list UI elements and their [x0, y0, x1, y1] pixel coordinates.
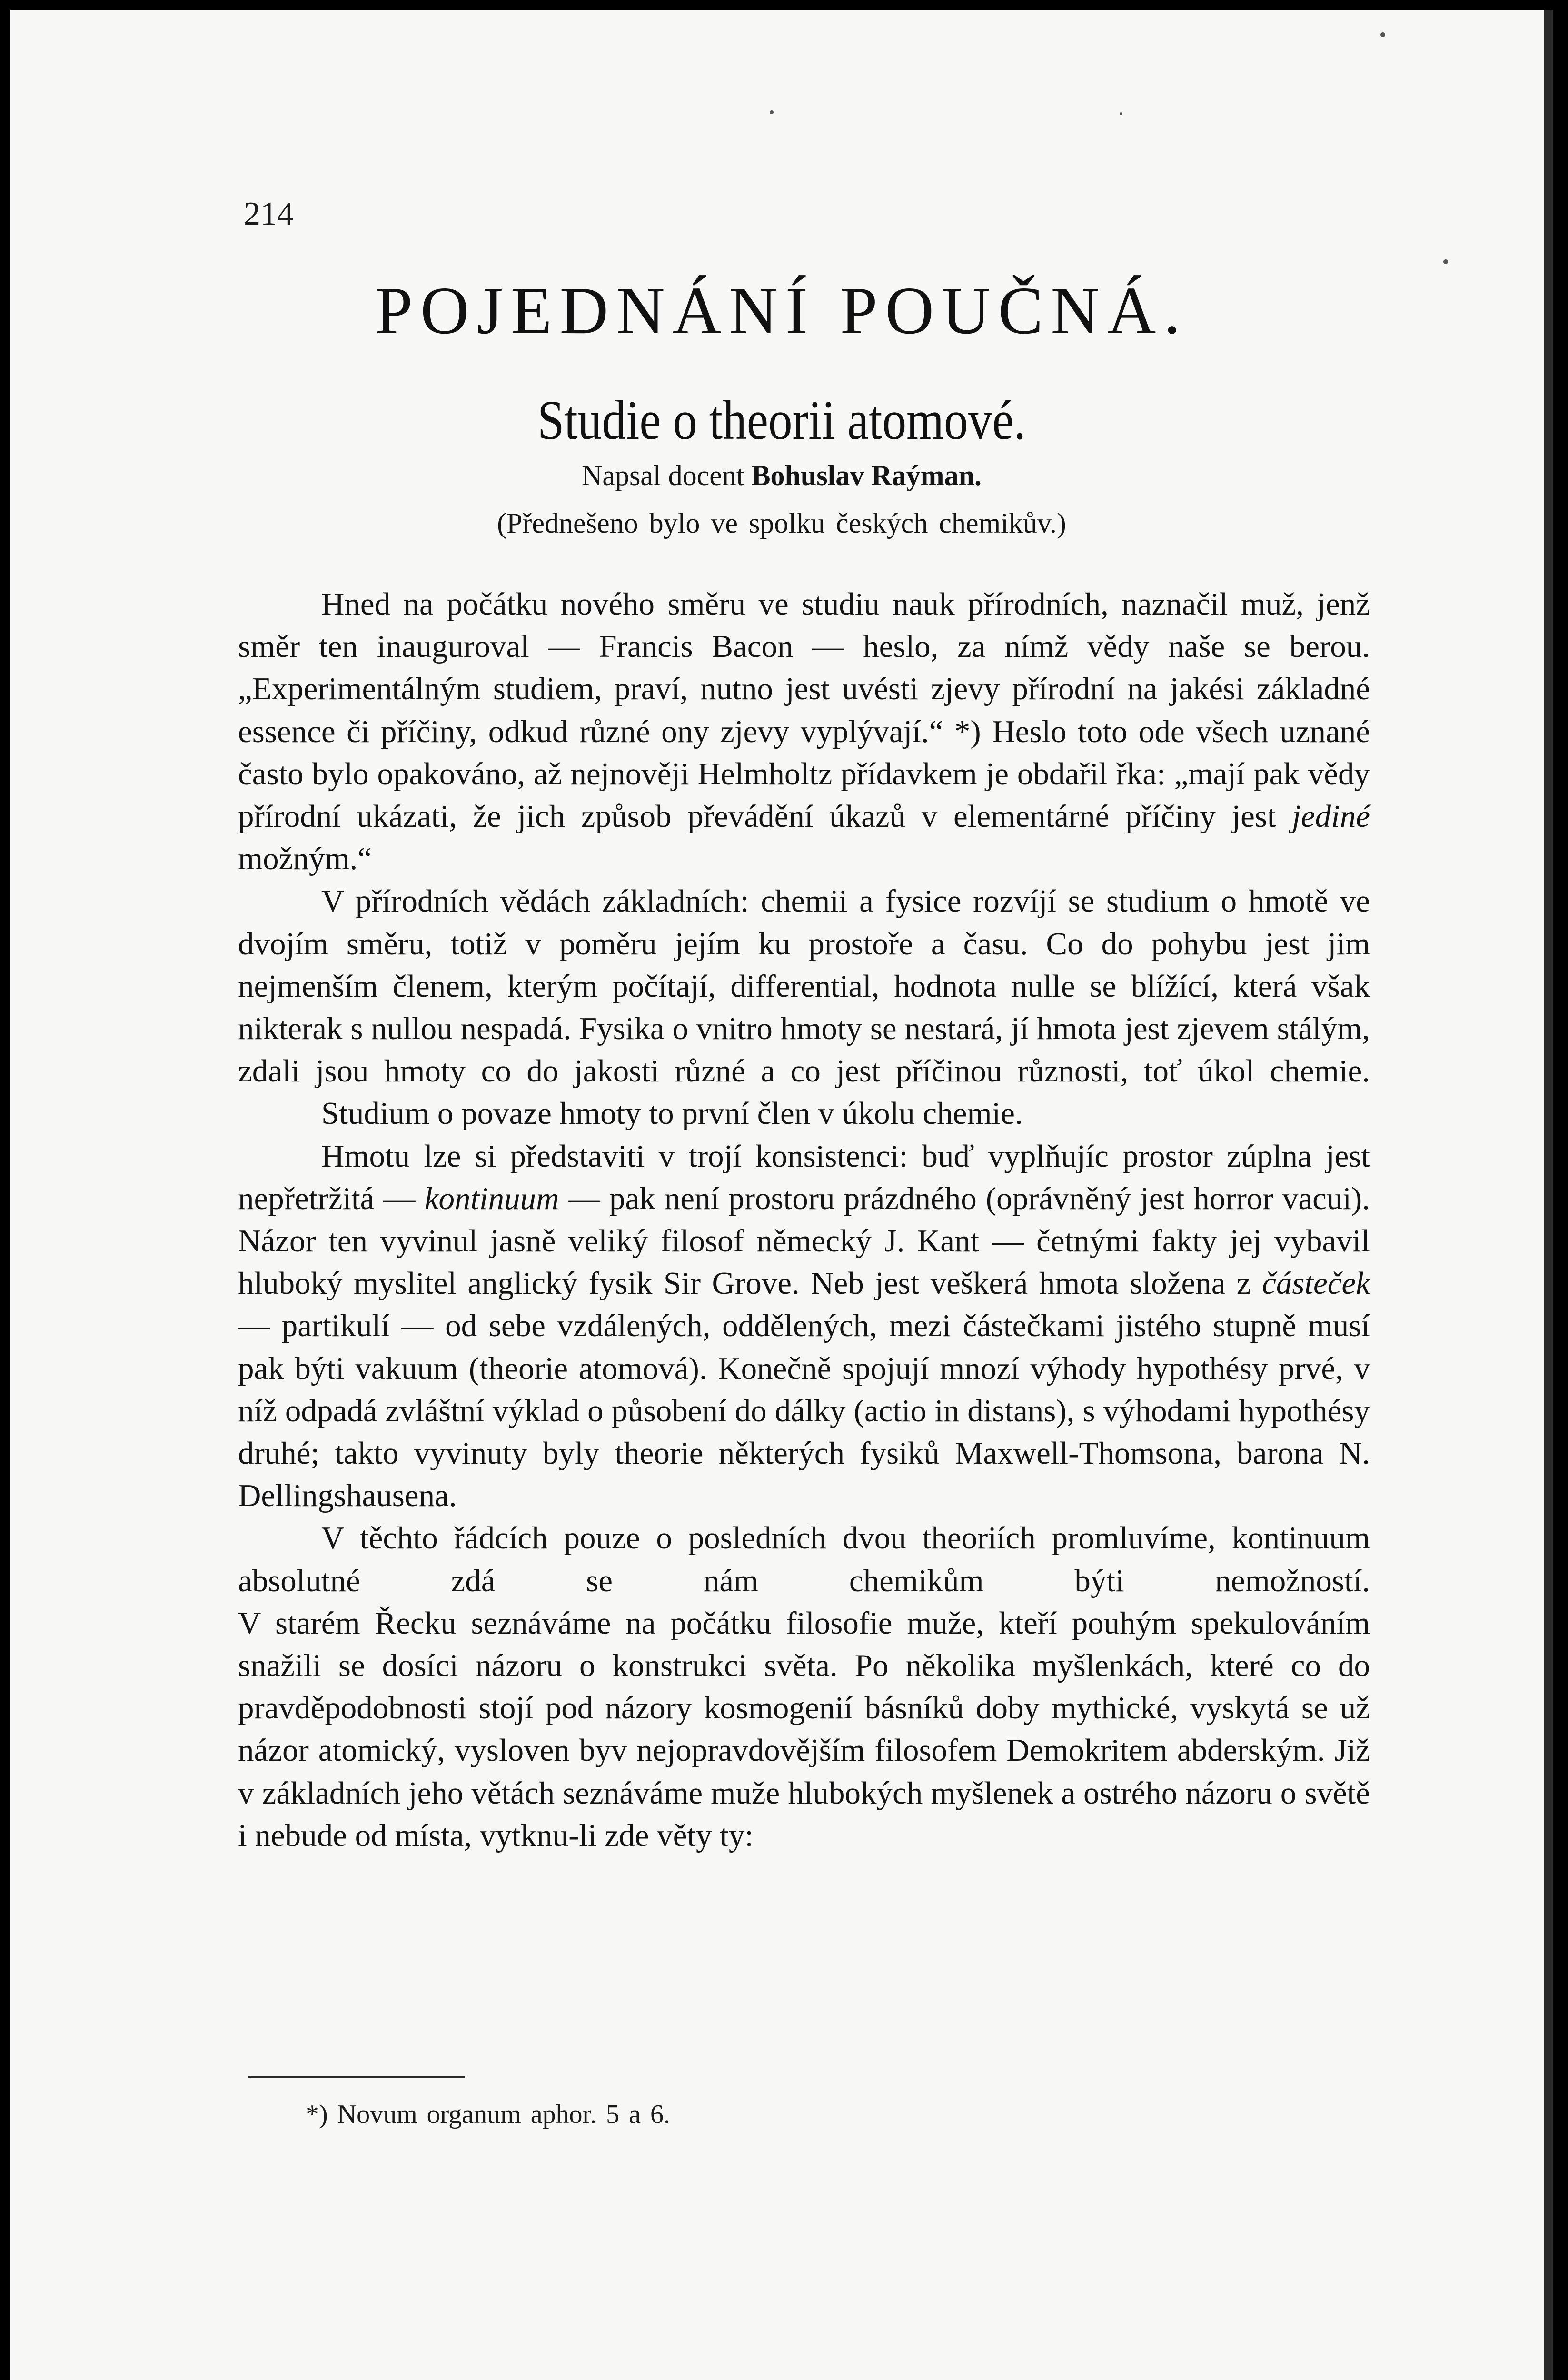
paragraph-3: Studium o povaze hmoty to první člen v úkolu chemie.	[321, 1096, 1023, 1131]
paragraph-1-emphasis: jediné	[1292, 799, 1370, 834]
paragraph-1-text: Hned na počátku nového směru ve studiu nauk přírodních, naznačil muž, jenž směr ten inauguroval — Francis Bacon — heslo, za nímž vědy naše se berou. „Experimentálným studiem, praví, nutno jest uvésti zjevy přírodní na jakési základné essence či příčiny, odkud různé ony zjevy vyplývají.“ *) Heslo toto ode všech uznané často bylo opakováno, až nejnověji Helmholtz přídavkem je obdařil řka: „mají pak vědy přírodní ukázati, že jich způsob převádění úkazů v elementárné příčiny jest	[238, 586, 1370, 834]
author-name: Bohuslav Raýman.	[751, 460, 982, 491]
author-prefix: Napsal docent	[581, 460, 744, 491]
scan-speck	[1443, 259, 1448, 264]
paragraph-1-text-end: možným.“	[238, 841, 372, 877]
paragraph-1	[238, 583, 1370, 880]
scanned-page	[10, 10, 1553, 2380]
footnote-rule	[248, 2076, 465, 2078]
paragraph-4-text-b: — pak není prostoru prázdného (oprávněný jest horror vacui). Názor ten vyvinul jasně veliký filosof německý J. Kant — četnými fakty jej vybavil hluboký myslitel anglický fysik Sir Grove. Neb jest veškerá hmota složena z	[238, 1180, 1370, 1301]
footnote: *) Novum organum aphor. 5 a 6.	[306, 2100, 670, 2129]
paragraph-4-text-a: Hmotu lze si představiti v trojí konsistenci: buď vyplňujíc prostor zúplna jest nepřetržitá —	[238, 1138, 1370, 1216]
page-edge-shadow	[1544, 10, 1553, 2380]
page-number: 214	[244, 196, 294, 232]
scan-speck	[770, 110, 774, 114]
paragraph-4-emphasis-kontinuum: kontinuum	[424, 1180, 559, 1216]
section-title: POJEDNÁNÍ POUČNÁ.	[375, 273, 1188, 348]
scan-speck	[1120, 112, 1122, 115]
presentation-note: (Přednešeno bylo ve spolku českých chemikův.)	[497, 507, 1066, 539]
paragraph-4	[238, 1135, 1370, 1517]
scan-speck	[1380, 32, 1385, 37]
author-line	[10, 459, 1553, 492]
article-title: Studie o theorii atomové.	[537, 389, 1026, 451]
paragraph-5: V těchto řádcích pouze o posledních dvou theoriích promluvíme, kontinuum absolutné zdá se nám chemikům býti nemožností.	[238, 1520, 1370, 1598]
paragraph-4-emphasis-castecek: částeček	[1262, 1266, 1370, 1301]
paragraph-6: V starém Řecku seznáváme na počátku filosofie muže, kteří pouhým spekulováním snažili se dosíci názoru o konstrukci světa. Po několika myšlenkách, které co do pravděpodobnosti stojí pod názory kosmogenií básníků doby mythické, vyskytá se už názor atomický, vysloven byv nejopravdovějším filosofem Demokritem abderským. Již v základních jeho větách seznáváme muže hlubokých myšlenek a ostrého názoru o světě i nebude od místa, vytknu-li zde věty ty:	[238, 1605, 1370, 1853]
article-body	[238, 583, 1370, 1857]
paragraph-2: V přírodních vědách základních: chemii a fysice rozvíjí se studium o hmotě ve dvojím směru, totiž v poměru jejím ku prostoře a času. Co do pohybu jest jim nejmenším členem, kterým počítají, differential, hodnota nulle se blížící, která však nikterak s nullou nespadá. Fysika o vnitro hmoty se nestará, jí hmota jest zjevem stálým, zdali jsou hmoty co do jakosti různé a co jest příčinou různosti, toť úkol chemie.	[238, 883, 1370, 1089]
paragraph-4-text-c: — partikulí — od sebe vzdálených, oddělených, mezi částečkami jistého stupně musí pak býti vakuum (theorie atomová). Konečně spojují mnozí výhody hypothésy prvé, v níž odpadá zvláštní výklad o působení do dálky (actio in distans), s výhodami hypothésy druhé; takto vyvinuty byly theorie některých fysiků Maxwell-Thomsona, barona N. Dellingshausena.	[238, 1308, 1370, 1514]
